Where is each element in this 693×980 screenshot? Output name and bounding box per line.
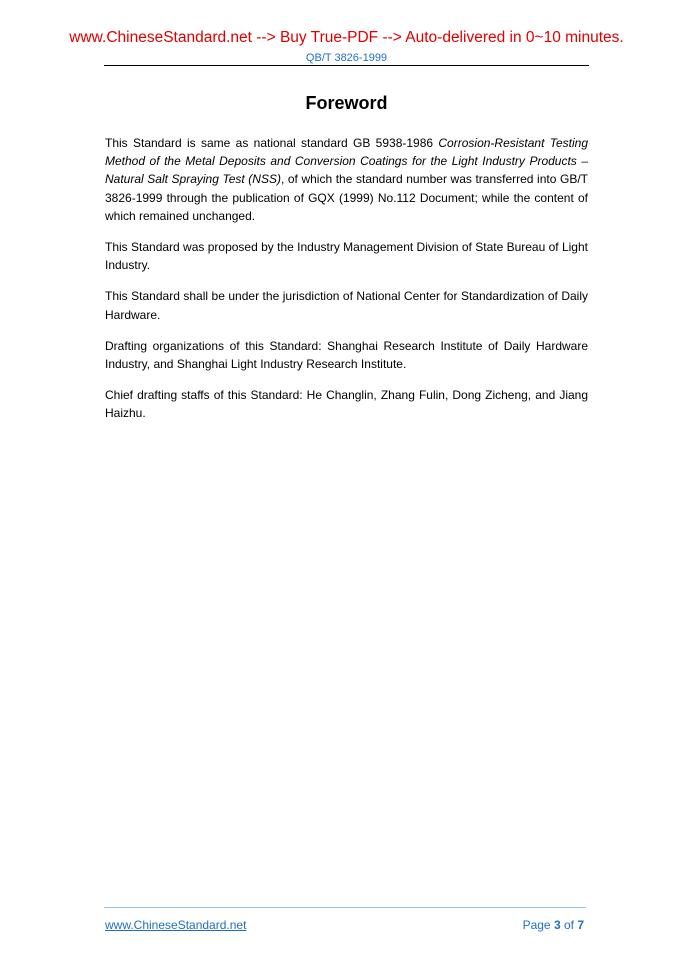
paragraph-adoption-lead: This Standard is same as national standard GB 5938-1986 [105,136,439,150]
page-title: Foreword [305,93,388,113]
standard-title-italic: Corrosion-Resistant Testing Method of the Metal Deposits and Conversion Coatings for the Light Industry Products – Natural Salt Spraying Test (NSS) [105,136,588,187]
paragraph-proposer: This Standard was proposed by the Industry Management Division of State Bureau of Light Industry. [105,240,588,273]
page-number [523,917,584,933]
purchase-banner[interactable]: www.ChineseStandard.net --> Buy True-PDF --> Auto-delivered in 0~10 minutes. [69,29,624,46]
document-code: QB/T 3826-1999 [305,52,388,64]
footer-website-link[interactable]: www.ChineseStandard.net [105,918,247,932]
paragraph-jurisdiction: This Standard shall be under the jurisdiction of National Center for Standardization of Daily Hardware. [105,289,588,322]
paragraph-adoption-tail: , of which the standard number was transferred into GB/T 3826-1999 through the publication of GQX (1999) No.112 Document; while the content of which remained unchanged. [105,172,588,223]
foreword-body [105,134,588,436]
page-current: 3 [553,918,561,932]
page-of: of [560,918,578,932]
paragraph-adoption [105,134,588,225]
page-total: 7 [577,918,584,932]
paragraph-drafting-organizations: Drafting organizations of this Standard: Shanghai Research Institute of Daily Hardware Industry, and Shanghai Light Industry Research Institute. [105,338,588,372]
page-prefix: Page [522,918,554,932]
header-divider [104,65,589,66]
paragraph-drafting-staff: Chief drafting staffs of this Standard: He Changlin, Zhang Fulin, Dong Zicheng, and Jiang Haizhu. [105,388,588,421]
footer-divider [104,907,586,908]
